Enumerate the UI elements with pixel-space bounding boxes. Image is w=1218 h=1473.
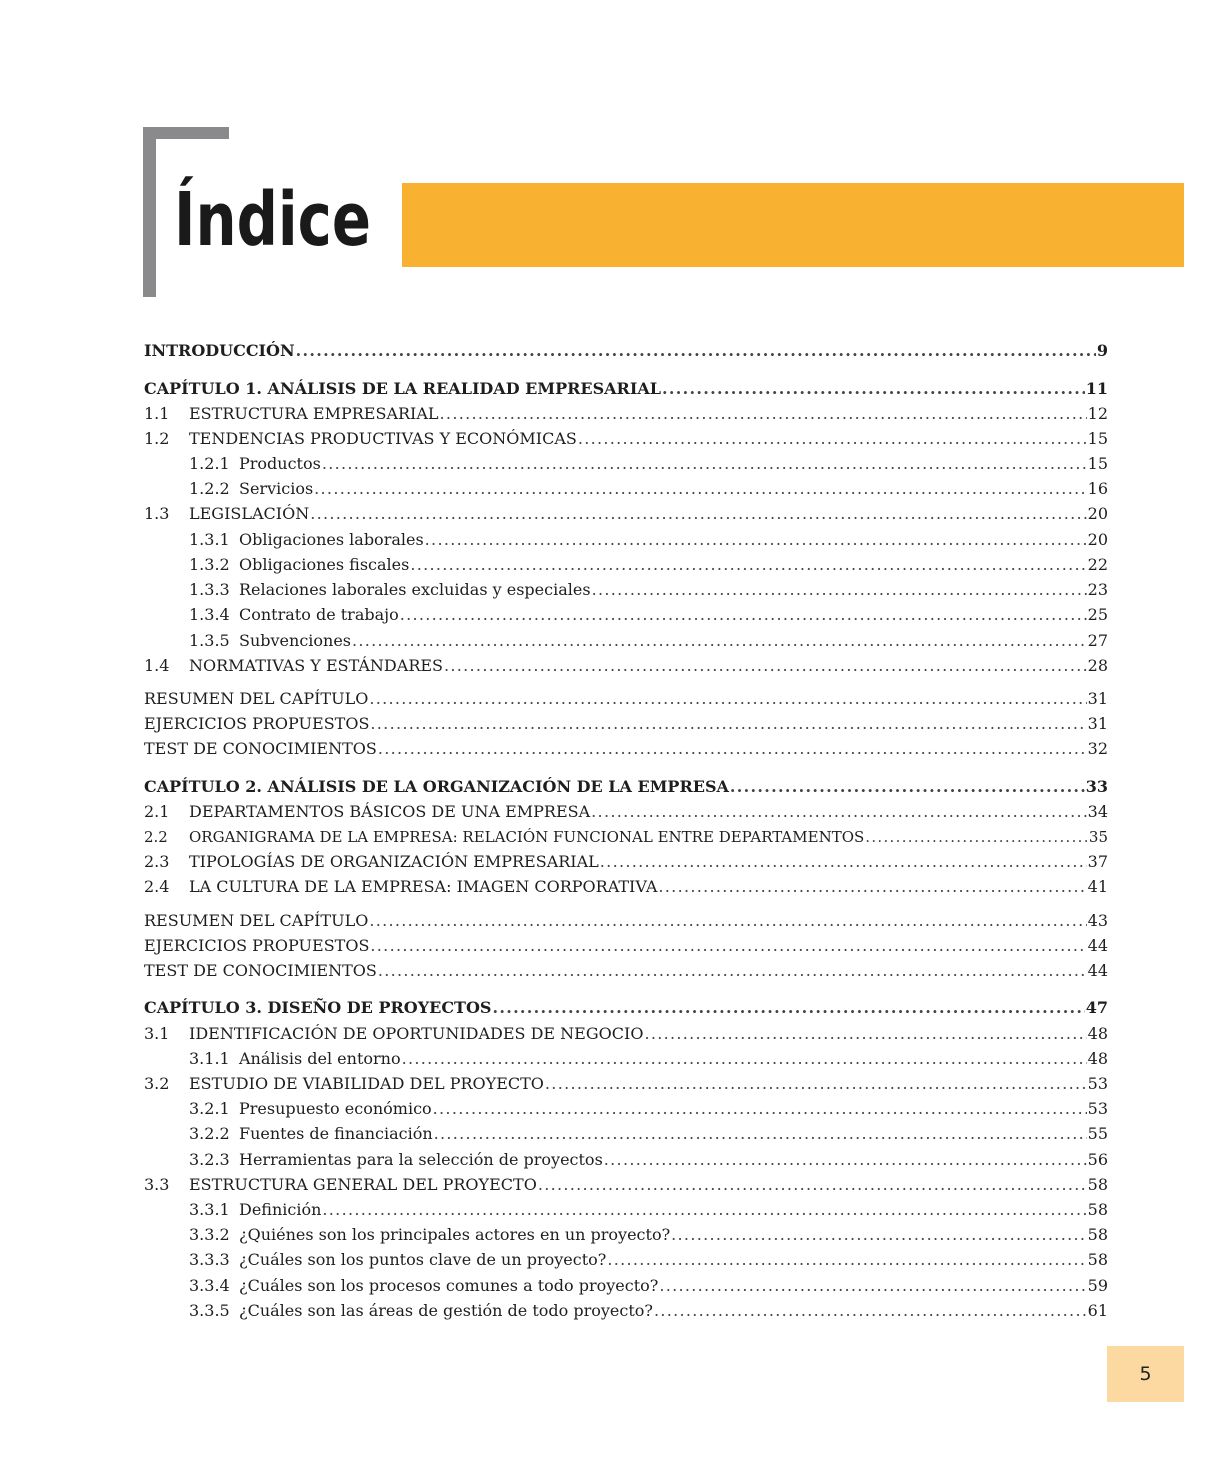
toc-entry-label: ¿Cuáles son las áreas de gestión de todo proyecto? [239,1301,653,1320]
toc-entry-page: 37 [1087,852,1108,871]
toc-leader-dots [314,477,1086,501]
toc-entry-label: Subvenciones [239,631,352,650]
toc-entry-3-3-3[interactable] [189,1248,1108,1272]
toc-leader-dots [644,1022,1086,1046]
toc-entry-ejercicios-1[interactable] [144,712,1108,736]
toc-entry-label: ¿Cuáles son los procesos comunes a todo proyecto? [239,1276,659,1295]
page-number: 5 [1139,1363,1152,1385]
toc-entry-1-2[interactable] [144,427,1108,451]
toc-entry-label: CAPÍTULO 1. ANÁLISIS DE LA REALIDAD EMPRESARIAL [144,379,661,398]
toc-entry-2-2[interactable] [144,825,1108,849]
toc-entry-page: 20 [1087,530,1108,549]
toc-entry-label: EJERCICIOS PROPUESTOS [144,936,370,955]
toc-entry-number: 3.1 [144,1024,170,1043]
toc-entry-number: 2.1 [144,802,170,821]
toc-leader-dots [370,712,1086,736]
toc-entry-2-3[interactable] [144,850,1108,874]
toc-entry-label: CAPÍTULO 3. DISEÑO DE PROYECTOS [144,998,492,1017]
toc-entry-number: 3.3 [144,1175,170,1194]
toc-entry-label: Definición [239,1200,322,1219]
toc-leader-dots [322,452,1087,476]
toc-entry-number: 1.2.2 [189,479,230,498]
toc-entry-label: TIPOLOGÍAS DE ORGANIZACIÓN EMPRESARIAL [189,852,599,871]
toc-leader-dots [352,629,1087,653]
toc-entry-page: 48 [1087,1024,1108,1043]
toc-entry-3-2-1[interactable] [189,1097,1108,1121]
toc-leader-dots [322,1198,1086,1222]
page-title: Índice [174,177,372,263]
toc-entry-page: 58 [1087,1175,1108,1194]
title-accent-bar [402,183,1184,267]
toc-entry-label: IDENTIFICACIÓN DE OPORTUNIDADES DE NEGOCIO [189,1024,644,1043]
toc-entry-1-3-2[interactable] [189,553,1108,577]
toc-entry-capitulo-1[interactable] [144,377,1108,401]
toc-entry-number: 1.4 [144,656,170,675]
toc-entry-2-4[interactable] [144,875,1108,899]
toc-leader-dots [440,402,1087,426]
toc-entry-page: 47 [1085,998,1108,1017]
toc-leader-dots [730,775,1085,799]
toc-leader-dots [600,850,1087,874]
toc-entry-number: 3.3.5 [189,1301,230,1320]
toc-entry-1-4[interactable] [144,654,1108,678]
toc-entry-label: DEPARTAMENTOS BÁSICOS DE UNA EMPRESA [189,802,591,821]
toc-entry-page: 56 [1087,1150,1108,1169]
toc-leader-dots [578,427,1087,451]
toc-entry-label: TEST DE CONOCIMIENTOS [144,961,377,980]
toc-entry-page: 48 [1087,1049,1108,1068]
toc-entry-page: 35 [1088,828,1108,846]
toc-entry-page: 9 [1096,341,1108,360]
toc-entry-number: 1.3.5 [189,631,230,650]
toc-entry-3-3[interactable] [144,1173,1108,1197]
toc-entry-ejercicios-2[interactable] [144,934,1108,958]
toc-entry-page: 25 [1087,605,1108,624]
toc-leader-dots [369,687,1086,711]
toc-entry-label: ESTUDIO DE VIABILIDAD DEL PROYECTO [189,1074,544,1093]
toc-entry-label: NORMATIVAS Y ESTÁNDARES [189,656,443,675]
toc-entry-label: Presupuesto económico [239,1099,432,1118]
toc-entry-page: 15 [1087,429,1108,448]
toc-entry-label: ESTRUCTURA GENERAL DEL PROYECTO [189,1175,537,1194]
toc-leader-dots [658,875,1086,899]
toc-entry-1-3-3[interactable] [189,578,1108,602]
toc-entry-page: 58 [1087,1225,1108,1244]
toc-entry-test-1[interactable] [144,737,1108,761]
toc-entry-label: Herramientas para la selección de proyectos [239,1150,603,1169]
toc-entry-number: 3.3.1 [189,1200,230,1219]
toc-entry-capitulo-3[interactable] [144,996,1108,1020]
toc-entry-page: 58 [1087,1200,1108,1219]
toc-entry-label: Contrato de trabajo [239,605,399,624]
toc-entry-page: 44 [1087,961,1108,980]
toc-entry-page: 31 [1087,689,1108,708]
toc-entry-label: Obligaciones laborales [239,530,424,549]
toc-leader-dots [671,1223,1086,1247]
toc-entry-page: 12 [1087,404,1108,423]
toc-entry-label: RESUMEN DEL CAPÍTULO [144,689,369,708]
toc-entry-1-2-1[interactable] [189,452,1108,476]
toc-entry-resumen-2[interactable] [144,909,1108,933]
toc-entry-1-2-2[interactable] [189,477,1108,501]
toc-entry-page: 53 [1087,1099,1108,1118]
toc-leader-dots [410,553,1086,577]
toc-leader-dots [378,959,1087,983]
toc-entry-3-3-1[interactable] [189,1198,1108,1222]
toc-entry-label: EJERCICIOS PROPUESTOS [144,714,370,733]
page-number-box [1107,1346,1184,1402]
toc-entry-number: 1.1 [144,404,170,423]
toc-leader-dots [369,909,1086,933]
toc-entry-page: 11 [1085,379,1108,398]
toc-entry-page: 15 [1087,454,1108,473]
toc-entry-page: 22 [1087,555,1108,574]
toc-entry-number: 3.3.2 [189,1225,230,1244]
toc-entry-label: Obligaciones fiscales [239,555,410,574]
toc-entry-page: 58 [1087,1250,1108,1269]
toc-entry-number: 2.2 [144,828,168,846]
toc-entry-label: ¿Quiénes son los principales actores en un proyecto? [239,1225,671,1244]
toc-leader-dots [865,825,1088,849]
toc-entry-label: TEST DE CONOCIMIENTOS [144,739,377,758]
toc-entry-2-1[interactable] [144,800,1108,824]
toc-entry-number: 1.3.3 [189,580,230,599]
toc-entry-label: ORGANIGRAMA DE LA EMPRESA: RELACIÓN FUNCIONAL ENTRE DEPARTAMENTOS [189,828,865,846]
toc-entry-number: 1.3.1 [189,530,230,549]
toc-leader-dots [604,1148,1087,1172]
toc-entry-page: 31 [1087,714,1108,733]
toc-entry-3-2-2[interactable] [189,1122,1108,1146]
toc-entry-1-3-4[interactable] [189,603,1108,627]
toc-entry-page: 23 [1087,580,1108,599]
toc-entry-number: 1.2 [144,429,170,448]
toc-entry-page: 59 [1087,1276,1108,1295]
toc-leader-dots [434,1122,1087,1146]
toc-entry-label: INTRODUCCIÓN [144,341,295,360]
toc-entry-1-3[interactable] [144,502,1108,526]
toc-entry-3-3-4[interactable] [189,1274,1108,1298]
toc-entry-label: Servicios [239,479,314,498]
toc-entry-number: 3.2.3 [189,1150,230,1169]
toc-entry-1-3-1[interactable] [189,528,1108,552]
toc-entry-page: 53 [1087,1074,1108,1093]
toc-entry-capitulo-2[interactable] [144,775,1108,799]
toc-entry-number: 2.3 [144,852,170,871]
toc-entry-number: 3.2.1 [189,1099,230,1118]
toc-entry-page: 33 [1085,777,1108,796]
toc-entry-number: 3.3.3 [189,1250,230,1269]
toc-entry-label: Fuentes de financiación [239,1124,433,1143]
toc-entry-label: RESUMEN DEL CAPÍTULO [144,911,369,930]
toc-entry-3-2-3[interactable] [189,1148,1108,1172]
toc-entry-label: ¿Cuáles son los puntos clave de un proyecto? [239,1250,607,1269]
toc-leader-dots [310,502,1086,526]
title-bracket-horizontal [143,127,229,139]
toc-entry-number: 3.2 [144,1074,170,1093]
toc-leader-dots [591,800,1086,824]
toc-entry-number: 2.4 [144,877,170,896]
toc-entry-3-1-1[interactable] [189,1047,1108,1071]
toc-leader-dots [492,996,1084,1020]
toc-entry-introduccion[interactable] [144,339,1108,363]
toc-leader-dots [370,934,1086,958]
toc-entry-label: LEGISLACIÓN [189,504,310,523]
title-bracket-vertical [143,127,156,297]
toc-entry-page: 28 [1087,656,1108,675]
toc-entry-number: 1.3.4 [189,605,230,624]
toc-entry-label: LA CULTURA DE LA EMPRESA: IMAGEN CORPORATIVA [189,877,658,896]
toc-leader-dots [662,377,1085,401]
toc-entry-number: 3.1.1 [189,1049,230,1068]
toc-leader-dots [592,578,1087,602]
toc-entry-page: 32 [1087,739,1108,758]
toc-entry-page: 34 [1087,802,1108,821]
toc-entry-label: Análisis del entorno [239,1049,401,1068]
toc-leader-dots [654,1299,1087,1323]
toc-entry-label: Relaciones laborales excluidas y especiales [239,580,591,599]
toc-entry-label: CAPÍTULO 2. ANÁLISIS DE LA ORGANIZACIÓN DE LA EMPRESA [144,777,729,796]
toc-entry-number: 1.3 [144,504,170,523]
toc-entry-3-2[interactable] [144,1072,1108,1096]
toc-leader-dots [607,1248,1086,1272]
toc-leader-dots [538,1173,1087,1197]
toc-leader-dots [433,1097,1087,1121]
toc-entry-page: 16 [1087,479,1108,498]
toc-entry-label: Productos [239,454,321,473]
toc-entry-page: 43 [1087,911,1108,930]
toc-entry-page: 61 [1087,1301,1108,1320]
toc-entry-page: 55 [1087,1124,1108,1143]
toc-entry-3-3-2[interactable] [189,1223,1108,1247]
toc-entry-label: ESTRUCTURA EMPRESARIAL [189,404,439,423]
toc-leader-dots [378,737,1087,761]
toc-entry-test-2[interactable] [144,959,1108,983]
toc-leader-dots [444,654,1087,678]
toc-entry-number: 1.3.2 [189,555,230,574]
toc-entry-3-3-5[interactable] [189,1299,1108,1323]
toc-entry-page: 20 [1087,504,1108,523]
toc-leader-dots [659,1274,1086,1298]
toc-entry-3-1[interactable] [144,1022,1108,1046]
toc-leader-dots [402,1047,1087,1071]
toc-entry-number: 3.3.4 [189,1276,230,1295]
toc-entry-page: 27 [1087,631,1108,650]
toc-leader-dots [296,339,1096,363]
toc-leader-dots [545,1072,1087,1096]
toc-entry-number: 1.2.1 [189,454,230,473]
toc-entry-resumen-1[interactable] [144,687,1108,711]
toc-leader-dots [400,603,1087,627]
toc-entry-page: 44 [1087,936,1108,955]
toc-entry-1-1[interactable] [144,402,1108,426]
toc-entry-1-3-5[interactable] [189,629,1108,653]
toc-leader-dots [425,528,1087,552]
toc-entry-page: 41 [1087,877,1108,896]
toc-entry-number: 3.2.2 [189,1124,230,1143]
toc-entry-label: TENDENCIAS PRODUCTIVAS Y ECONÓMICAS [189,429,577,448]
